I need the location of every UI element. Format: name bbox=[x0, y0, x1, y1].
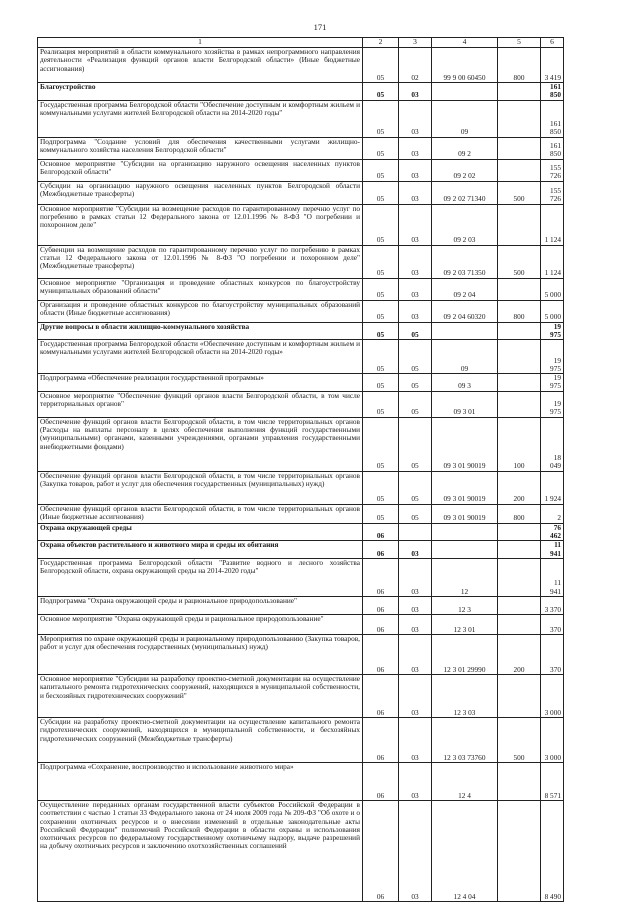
row-target-article: 09 bbox=[432, 340, 498, 374]
row-subsection: 05 bbox=[399, 417, 432, 471]
row-subsection: 03 bbox=[399, 614, 432, 634]
row-subsection: 03 bbox=[399, 300, 432, 322]
row-expense-type: 200 bbox=[498, 471, 541, 504]
row-target-article: 12 3 01 29990 bbox=[432, 634, 498, 674]
row-target-article: 99 9 00 60450 bbox=[432, 48, 498, 83]
row-amount: 2 bbox=[541, 504, 564, 523]
row-subsection: 05 bbox=[399, 391, 432, 417]
row-amount: 19 975 bbox=[541, 340, 564, 374]
row-amount: 11 941 bbox=[541, 558, 564, 596]
row-description: Подпрограмма «Обеспечение реализации государственной программы» bbox=[38, 374, 363, 392]
row-amount: 11 941 bbox=[541, 541, 564, 559]
row-description: Государственная программа Белгородской области «Обеспечение доступным и комфортным жильем и коммунальными услугами жителей Белгородской области на 2014-2020 годы» bbox=[38, 340, 363, 374]
row-expense-type bbox=[498, 374, 541, 392]
row-target-article bbox=[432, 523, 498, 541]
row-subsection: 05 bbox=[399, 340, 432, 374]
row-target-article: 12 3 03 73760 bbox=[432, 717, 498, 762]
row-target-article bbox=[432, 541, 498, 559]
header-cell-6: 6 bbox=[541, 38, 564, 48]
row-description: Благоустройство bbox=[38, 83, 363, 101]
row-expense-type bbox=[498, 322, 541, 340]
row-amount: 5 000 bbox=[541, 278, 564, 300]
row-description: Обеспечение функций органов власти Белгородской области, в том числе территориальных органов (Расходы на выплаты персоналу в целях обеспечения выполнения функций государственными (муниципальными) органами, казенными учреждениями, органами управления государственными внебюджетными фондами) bbox=[38, 417, 363, 471]
row-amount: 161 850 bbox=[541, 137, 564, 159]
row-section: 06 bbox=[363, 634, 399, 674]
table-row bbox=[38, 800, 564, 901]
table-row bbox=[38, 717, 564, 762]
row-amount: 8 571 bbox=[541, 762, 564, 800]
row-description: Другие вопросы в области жилищно-коммунального хозяйства bbox=[38, 322, 363, 340]
row-description: Подпрограмма «Сохранение, воспроизводство и использование животного мира» bbox=[38, 762, 363, 800]
table-row bbox=[38, 278, 564, 300]
row-section: 06 bbox=[363, 717, 399, 762]
table-row bbox=[38, 596, 564, 614]
row-target-article: 12 3 bbox=[432, 596, 498, 614]
row-subsection: 03 bbox=[399, 541, 432, 559]
row-description: Основное мероприятие "Обеспечение функций органов власти Белгородской области, в том числе территориальных органов" bbox=[38, 391, 363, 417]
row-expense-type bbox=[498, 204, 541, 245]
row-section: 06 bbox=[363, 800, 399, 901]
row-expense-type bbox=[498, 100, 541, 137]
table-row bbox=[38, 558, 564, 596]
row-expense-type bbox=[498, 800, 541, 901]
row-section: 05 bbox=[363, 100, 399, 137]
row-expense-type bbox=[498, 137, 541, 159]
row-target-article: 09 3 bbox=[432, 374, 498, 392]
row-subsection: 03 bbox=[399, 83, 432, 101]
row-section: 05 bbox=[363, 471, 399, 504]
row-amount: 370 bbox=[541, 614, 564, 634]
row-expense-type: 200 bbox=[498, 634, 541, 674]
row-amount: 161 850 bbox=[541, 100, 564, 137]
row-description: Основное мероприятие "Субсидии на возмещение расходов по гарантированному перечню услуг по погребению в рамках статьи 12 Федерального закона от 12.01.1996 № 8-ФЗ "О погребении и похоронном деле" bbox=[38, 204, 363, 245]
row-description: Основное мероприятие "Организация и проведение областных конкурсов по благоустройству муниципальных образований области" bbox=[38, 278, 363, 300]
row-section: 05 bbox=[363, 181, 399, 204]
row-amount: 155 726 bbox=[541, 181, 564, 204]
row-description: Реализация мероприятий в области коммунального хозяйства в рамках непрограммного направления деятельности «Реализация функций органов власти Белгородской области» (Иные бюджетные ассигнования) bbox=[38, 48, 363, 83]
row-target-article: 09 3 01 bbox=[432, 391, 498, 417]
row-amount: 3 000 bbox=[541, 717, 564, 762]
row-description: Государственная программа Белгородской области "Обеспечение доступным и комфортным жильем и коммунальными услугами жителей Белгородской области на 2014-2020 годы" bbox=[38, 100, 363, 137]
row-section: 05 bbox=[363, 83, 399, 101]
row-amount: 1 924 bbox=[541, 471, 564, 504]
row-description: Охрана окружающей среды bbox=[38, 523, 363, 541]
row-section: 06 bbox=[363, 558, 399, 596]
row-subsection: 03 bbox=[399, 245, 432, 278]
row-section: 06 bbox=[363, 674, 399, 717]
row-expense-type bbox=[498, 614, 541, 634]
row-target-article: 09 2 03 bbox=[432, 204, 498, 245]
row-section: 05 bbox=[363, 374, 399, 392]
row-target-article: 09 2 02 71340 bbox=[432, 181, 498, 204]
row-amount: 3 419 bbox=[541, 48, 564, 83]
row-description: Субвенции на возмещение расходов по гарантированному перечню услуг по погребению в рамках статьи 12 Федерального закона от 12.01.1996 № 8-ФЗ "О погребении и похоронном деле" (Межбюджетные трансферты) bbox=[38, 245, 363, 278]
row-target-article: 12 4 04 bbox=[432, 800, 498, 901]
header-cell-4: 4 bbox=[432, 38, 498, 48]
row-target-article: 12 3 03 bbox=[432, 674, 498, 717]
row-subsection: 05 bbox=[399, 322, 432, 340]
row-subsection: 03 bbox=[399, 100, 432, 137]
row-subsection: 03 bbox=[399, 181, 432, 204]
row-target-article: 09 3 01 90019 bbox=[432, 417, 498, 471]
table-row bbox=[38, 300, 564, 322]
row-amount: 76 462 bbox=[541, 523, 564, 541]
row-expense-type: 500 bbox=[498, 181, 541, 204]
row-target-article bbox=[432, 322, 498, 340]
row-expense-type: 500 bbox=[498, 717, 541, 762]
page-number: 171 bbox=[313, 22, 327, 32]
row-description: Обеспечение функций органов власти Белгородской области, в том числе территориальных органов (Иные бюджетные ассигнования) bbox=[38, 504, 363, 523]
row-amount: 5 000 bbox=[541, 300, 564, 322]
row-subsection: 03 bbox=[399, 717, 432, 762]
header-cell-5: 5 bbox=[498, 38, 541, 48]
row-expense-type: 800 bbox=[498, 504, 541, 523]
table-row bbox=[38, 674, 564, 717]
row-amount: 18 049 bbox=[541, 417, 564, 471]
header-cell-1: 1 bbox=[38, 38, 363, 48]
table-row bbox=[38, 391, 564, 417]
header-cell-2: 2 bbox=[363, 38, 399, 48]
table-row bbox=[38, 417, 564, 471]
row-expense-type bbox=[498, 278, 541, 300]
row-amount: 1 124 bbox=[541, 245, 564, 278]
row-description: Подпрограмма "Создание условий для обеспечения качественными услугами жилищно-коммунального хозяйства населения Белгородской области" bbox=[38, 137, 363, 159]
row-subsection: 03 bbox=[399, 674, 432, 717]
row-description: Обеспечение функций органов власти Белгородской области, в том числе территориальных органов (Закупка товаров, работ и услуг для обеспечения государственных (муниципальных) нужд) bbox=[38, 471, 363, 504]
row-section: 05 bbox=[363, 204, 399, 245]
row-target-article: 09 2 04 bbox=[432, 278, 498, 300]
row-target-article: 09 2 04 60320 bbox=[432, 300, 498, 322]
row-section: 05 bbox=[363, 417, 399, 471]
row-expense-type bbox=[498, 558, 541, 596]
row-subsection: 03 bbox=[399, 634, 432, 674]
row-subsection: 03 bbox=[399, 558, 432, 596]
table-row bbox=[38, 523, 564, 541]
row-section: 05 bbox=[363, 159, 399, 181]
row-description: Основное мероприятие "Субсидии на разработку проектно-сметной документации на осуществление капитального ремонта гидротехнических сооружений, находящихся в муниципальной собственности, и бесхозяйных гидротехнических сооружений" bbox=[38, 674, 363, 717]
table-row bbox=[38, 137, 564, 159]
row-section: 06 bbox=[363, 762, 399, 800]
row-section: 05 bbox=[363, 278, 399, 300]
row-amount: 19 975 bbox=[541, 391, 564, 417]
row-expense-type: 100 bbox=[498, 417, 541, 471]
row-expense-type bbox=[498, 83, 541, 101]
row-section: 05 bbox=[363, 504, 399, 523]
row-section: 05 bbox=[363, 340, 399, 374]
row-expense-type bbox=[498, 391, 541, 417]
row-target-article: 09 2 02 bbox=[432, 159, 498, 181]
table-row bbox=[38, 471, 564, 504]
row-section: 06 bbox=[363, 596, 399, 614]
row-subsection: 05 bbox=[399, 504, 432, 523]
table-row bbox=[38, 181, 564, 204]
table-row bbox=[38, 245, 564, 278]
header-cell-3: 3 bbox=[399, 38, 432, 48]
header-row bbox=[38, 38, 564, 48]
row-description: Подпрограмма "Охрана окружающей среды и рациональное природопользование" bbox=[38, 596, 363, 614]
row-target-article: 09 2 bbox=[432, 137, 498, 159]
table-row bbox=[38, 762, 564, 800]
row-amount: 370 bbox=[541, 634, 564, 674]
row-section: 06 bbox=[363, 541, 399, 559]
row-section: 05 bbox=[363, 391, 399, 417]
row-section: 05 bbox=[363, 137, 399, 159]
row-expense-type bbox=[498, 340, 541, 374]
row-description: Основное мероприятие "Охрана окружающей среды и рациональное природопользование" bbox=[38, 614, 363, 634]
row-amount: 155 726 bbox=[541, 159, 564, 181]
budget-table bbox=[37, 37, 564, 902]
row-expense-type bbox=[498, 762, 541, 800]
row-target-article: 09 3 01 90019 bbox=[432, 504, 498, 523]
row-amount: 19 975 bbox=[541, 322, 564, 340]
row-subsection: 03 bbox=[399, 278, 432, 300]
table-row bbox=[38, 541, 564, 559]
row-subsection: 03 bbox=[399, 596, 432, 614]
row-section: 05 bbox=[363, 300, 399, 322]
row-subsection: 05 bbox=[399, 374, 432, 392]
row-description: Охрана объектов растительного и животного мира и среды их обитания bbox=[38, 541, 363, 559]
row-subsection: 03 bbox=[399, 204, 432, 245]
table-row bbox=[38, 83, 564, 101]
row-expense-type: 800 bbox=[498, 48, 541, 83]
table-row bbox=[38, 504, 564, 523]
row-amount: 1 124 bbox=[541, 204, 564, 245]
row-description: Осуществление переданных органам государственной власти субъектов Российской Федерации в соответствии с частью 1 статьи 33 Федерального закона от 24 июля 2009 года № 209-ФЗ "Об охоте и о сохранении охотничьих ресурсов и о внесении изменений в отдельные законодательные акты Российской Федерации" полномочий Российской Федерации в области охраны и использования охотничьих ресурсов по федеральному государственному охотничьему надзору, выдаче разрешений на добычу охотничьих ресурсов и заключению охотхозяйственных соглашений bbox=[38, 800, 363, 901]
row-expense-type bbox=[498, 523, 541, 541]
table-row bbox=[38, 159, 564, 181]
row-section: 05 bbox=[363, 322, 399, 340]
row-subsection bbox=[399, 523, 432, 541]
table-row bbox=[38, 322, 564, 340]
row-amount: 19 975 bbox=[541, 374, 564, 392]
table-row bbox=[38, 48, 564, 83]
table-row bbox=[38, 204, 564, 245]
row-subsection: 03 bbox=[399, 762, 432, 800]
table-row bbox=[38, 340, 564, 374]
row-description: Субсидии на организацию наружного освещения населенных пунктов Белгородской области (Межбюджетные трансферты) bbox=[38, 181, 363, 204]
row-target-article: 09 2 03 71350 bbox=[432, 245, 498, 278]
row-expense-type bbox=[498, 674, 541, 717]
row-target-article: 12 4 bbox=[432, 762, 498, 800]
row-amount: 161 850 bbox=[541, 83, 564, 101]
row-expense-type bbox=[498, 541, 541, 559]
row-subsection: 03 bbox=[399, 159, 432, 181]
row-section: 05 bbox=[363, 48, 399, 83]
row-expense-type bbox=[498, 596, 541, 614]
row-target-article: 12 3 01 bbox=[432, 614, 498, 634]
row-expense-type: 500 bbox=[498, 245, 541, 278]
table-row bbox=[38, 374, 564, 392]
table-row bbox=[38, 614, 564, 634]
row-expense-type bbox=[498, 159, 541, 181]
row-amount: 3 000 bbox=[541, 674, 564, 717]
row-subsection: 05 bbox=[399, 471, 432, 504]
row-description: Организация и проведение областных конкурсов по благоустройству муниципальных образований области (Иные бюджетные ассигнования) bbox=[38, 300, 363, 322]
row-subsection: 03 bbox=[399, 137, 432, 159]
row-target-article: 09 bbox=[432, 100, 498, 137]
row-expense-type: 800 bbox=[498, 300, 541, 322]
row-target-article bbox=[432, 83, 498, 101]
row-description: Основное мероприятие "Субсидии на организацию наружного освещения населенных пунктов Белгородской области" bbox=[38, 159, 363, 181]
row-section: 05 bbox=[363, 245, 399, 278]
row-section: 06 bbox=[363, 523, 399, 541]
row-amount: 3 370 bbox=[541, 596, 564, 614]
row-section: 06 bbox=[363, 614, 399, 634]
row-subsection: 03 bbox=[399, 800, 432, 901]
row-description: Государственная программа Белгородской области "Развитие водного и лесного хозяйства Белгородской области, охрана окружающей среды на 2014-2020 годы" bbox=[38, 558, 363, 596]
row-description: Мероприятия по охране окружающей среды и рациональному природопользованию (Закупка товаров, работ и услуг для обеспечения государственных (муниципальных) нужд) bbox=[38, 634, 363, 674]
row-subsection: 02 bbox=[399, 48, 432, 83]
row-target-article: 09 3 01 90019 bbox=[432, 471, 498, 504]
row-description: Субсидии на разработку проектно-сметной документации на осуществление капитального ремонта гидротехнических сооружений, находящихся в муниципальной собственности, и бесхозяйных гидротехнических сооружений (Межбюджетные трансферты) bbox=[38, 717, 363, 762]
row-target-article: 12 bbox=[432, 558, 498, 596]
row-amount: 8 490 bbox=[541, 800, 564, 901]
table-row bbox=[38, 100, 564, 137]
table-row bbox=[38, 634, 564, 674]
